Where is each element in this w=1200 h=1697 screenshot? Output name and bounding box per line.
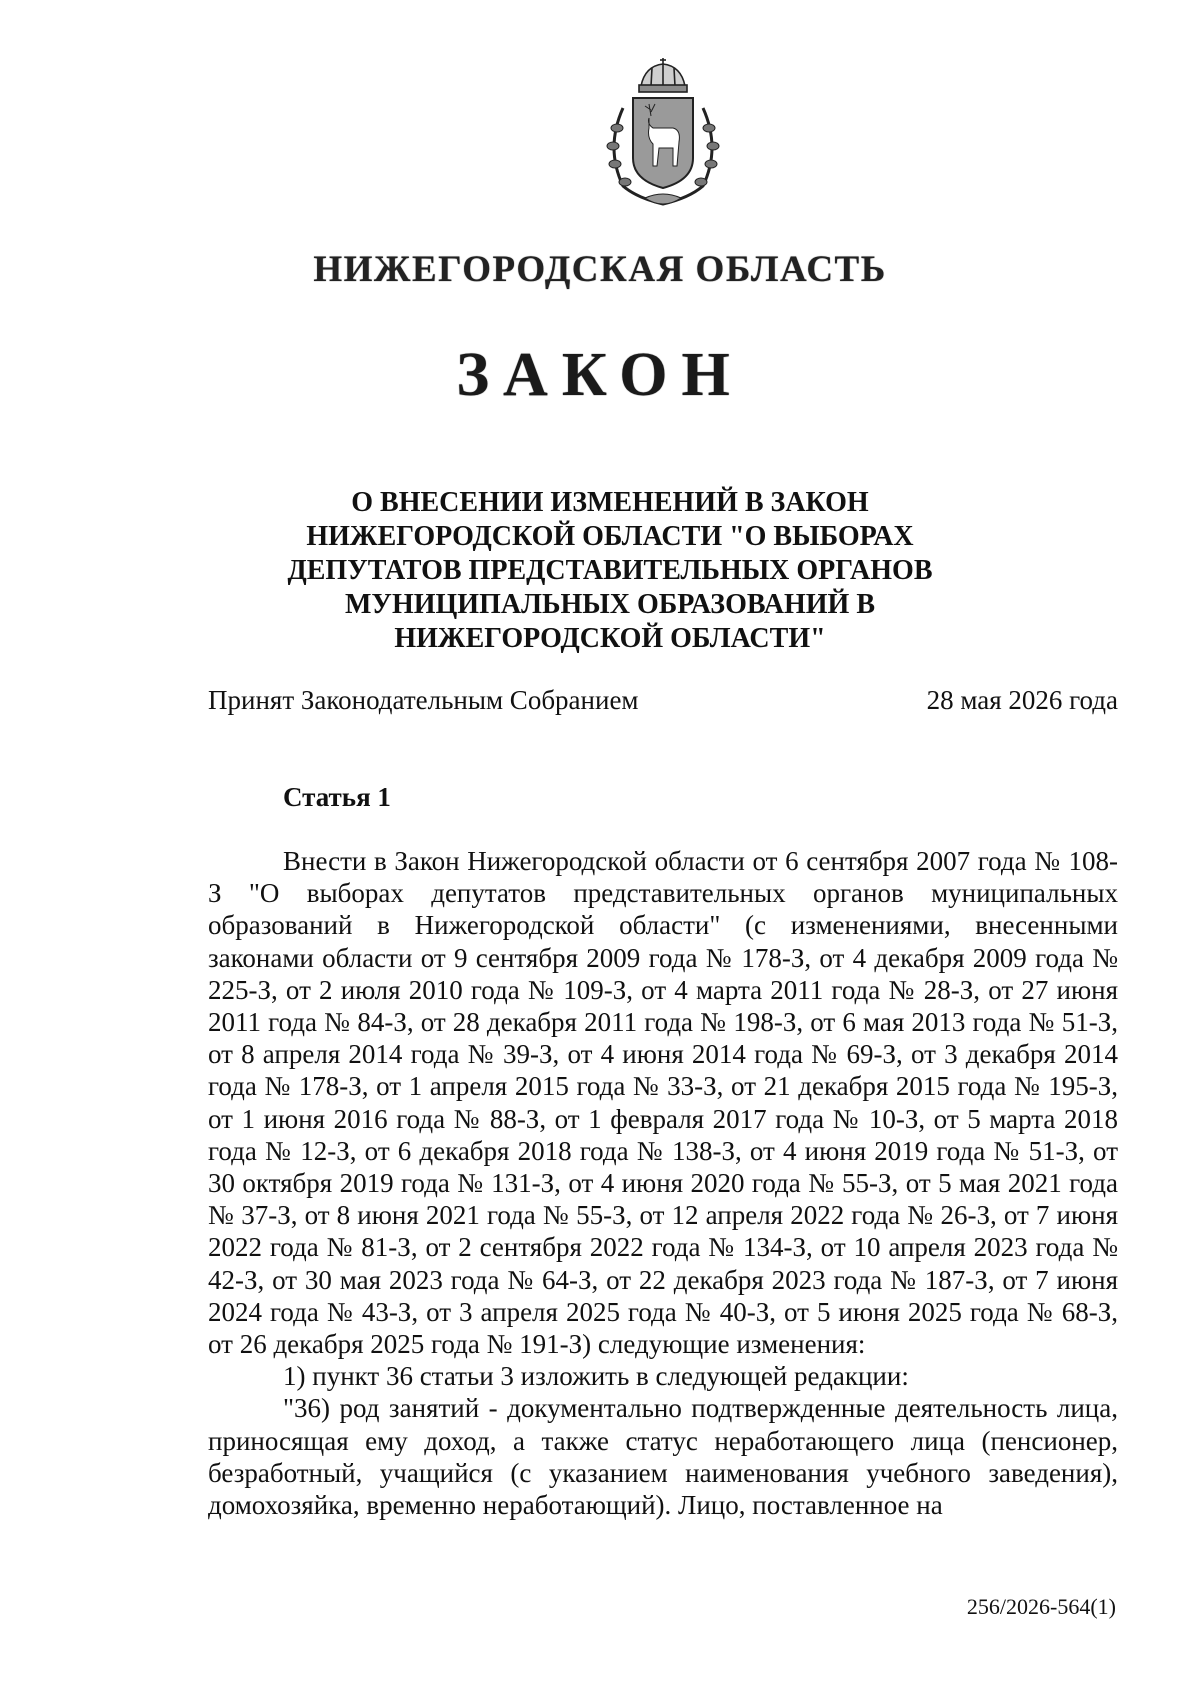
document-type: ЗАКОН — [456, 341, 744, 409]
article-paragraph: Внести в Закон Нижегородской области от 6 сентября 2007 года № 108-З "О выборах депутатов представительных органов муниципальных образований в Нижегородской области" (с изменениями, внесенными законами области от 9 сентября 2009 года № 178-З, от 4 декабря 2009 года № 225-З, от 2 июля 2010 года № 109-З, от 4 марта 2011 года № 28-З, от 27 июня 2011 года № 84-З, от 28 декабря 2011 года № 198-З, от 6 мая 2013 года № 51-З, от 8 апреля 2014 года № 39-З, от 4 июня 2014 года № 69-З, от 3 декабря 2014 года № 178-З, от 1 апреля 2015 года № 33-З, от 21 декабря 2015 года № 195-З, от 1 июня 2016 года № 88-З, от 1 февраля 2017 года № 10-З, от 5 марта 2018 года № 12-З, от 6 декабря 2018 года № 138-З, от 4 июня 2019 года № 51-З, от 30 октября 2019 года № 131-З, от 4 июня 2020 года № 55-З, от 5 мая 2021 года № 37-З, от 8 июня 2021 года № 55-З, от 12 апреля 2022 года № 26-З, от 7 июня 2022 года № 81-З, от 2 сентября 2022 года № 134-З, от 10 апреля 2023 года № 42-З, от 30 мая 2023 года № 64-З, от 22 декабря 2023 года № 187-З, от 7 июня 2024 года № 43-З, от 3 апреля 2025 года № 40-З, от 5 июня 2025 года № 68-З, от 26 декабря 2025 года № 191-З) следующие изменения: — [208, 846, 1118, 1360]
adoption-label: Принят Законодательным Собранием — [208, 685, 639, 715]
coat-of-arms-icon — [593, 58, 733, 213]
adoption-row — [208, 685, 1118, 716]
article-heading: Статья 1 — [283, 782, 391, 812]
document-number: 256/2026-564(1) — [966, 1594, 1116, 1619]
article-body — [208, 845, 1118, 1521]
region-title: НИЖЕГОРОДСКАЯ ОБЛАСТЬ — [313, 249, 887, 290]
crown-icon — [639, 58, 687, 92]
adoption-date: 28 мая 2026 года — [926, 685, 1118, 715]
article-paragraph: "36) род занятий - документально подтвержденные деятельность лица, приносящая ему доход, а также статус неработающего лица (пенсионер, безработный, учащийся (с указанием наименования учебного заведения), домохозяйка, временно неработающий). Лицо, поставленное на — [208, 1393, 1118, 1521]
article-paragraph: 1) пункт 36 статьи 3 изложить в следующей редакции: — [283, 1361, 909, 1392]
law-title: О ВНЕСЕНИИ ИЗМЕНЕНИЙ В ЗАКОН НИЖЕГОРОДСКОЙ ОБЛАСТИ "О ВЫБОРАХ ДЕПУТАТОВ ПРЕДСТАВИТЕЛЬНЫХ ОРГАНОВ МУНИЦИПАЛЬНЫХ ОБРАЗОВАНИЙ В НИЖЕГОРОДСКОЙ ОБЛАСТИ" — [287, 487, 933, 654]
